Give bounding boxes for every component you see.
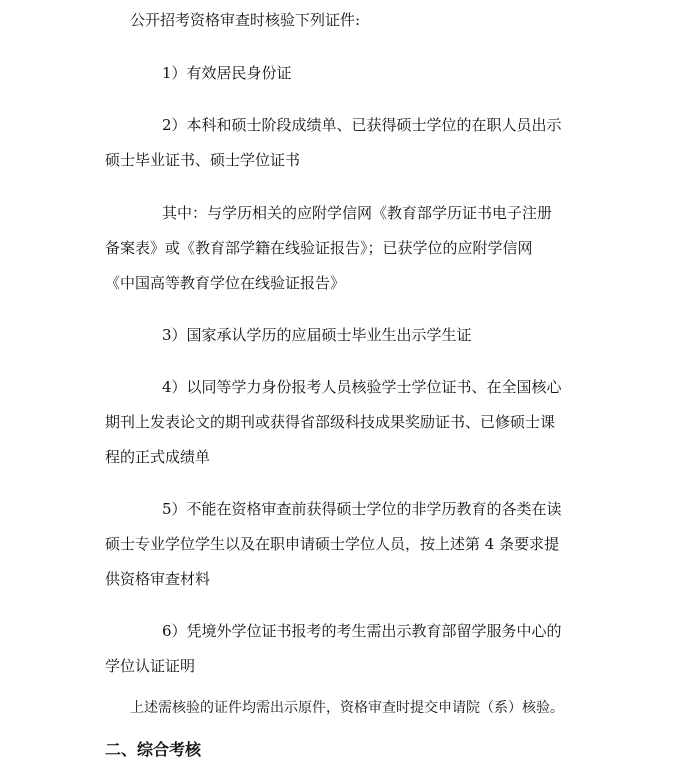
footnote: 上述需核验的证件均需出示原件，资格审查时提交申请院（系）核验。 (130, 700, 564, 716)
item-4-line-2: 期刊上发表论文的期刊或获得省部级科技成果奖励证书、已修硕士课 (105, 413, 556, 431)
item-6-line-1: 6）凭境外学位证书报考的考生需出示教育部留学服务中心的 (162, 622, 562, 640)
note-line-3: 《中国高等教育学位在线验证报告》 (105, 274, 346, 292)
item-6-line-2: 学位认证证明 (105, 657, 196, 675)
item-4-line-1: 4）以同等学力身份报考人员核验学士学位证书、在全国核心 (162, 378, 562, 396)
item-2-line-2: 硕士毕业证书、硕士学位证书 (105, 151, 301, 169)
note-line-2: 备案表》或《教育部学籍在线验证报告》；已获学位的应附学信网 (105, 239, 533, 257)
item-5-line-2: 硕士专业学位学生以及在职申请硕士学位人员，按上述第 4 条要求提 (105, 535, 560, 553)
item-3-line-1: 3）国家承认学历的应届硕士毕业生出示学生证 (162, 326, 472, 344)
item-4-line-3: 程的正式成绩单 (105, 448, 211, 466)
item-2-line-1: 2）本科和硕士阶段成绩单、已获得硕士学位的在职人员出示 (162, 116, 562, 134)
note-line-1: 其中：与学历相关的应附学信网《教育部学历证书电子注册 (162, 204, 553, 222)
item-5-line-1: 5）不能在资格审查前获得硕士学位的非学历教育的各类在读 (162, 500, 562, 518)
section-heading: 二、综合考核 (105, 740, 202, 759)
intro-paragraph: 公开招考资格审查时核验下列证件: (130, 11, 361, 29)
item-5-line-3: 供资格审查材料 (105, 570, 211, 588)
item-1-line-1: 1）有效居民身份证 (162, 64, 292, 82)
